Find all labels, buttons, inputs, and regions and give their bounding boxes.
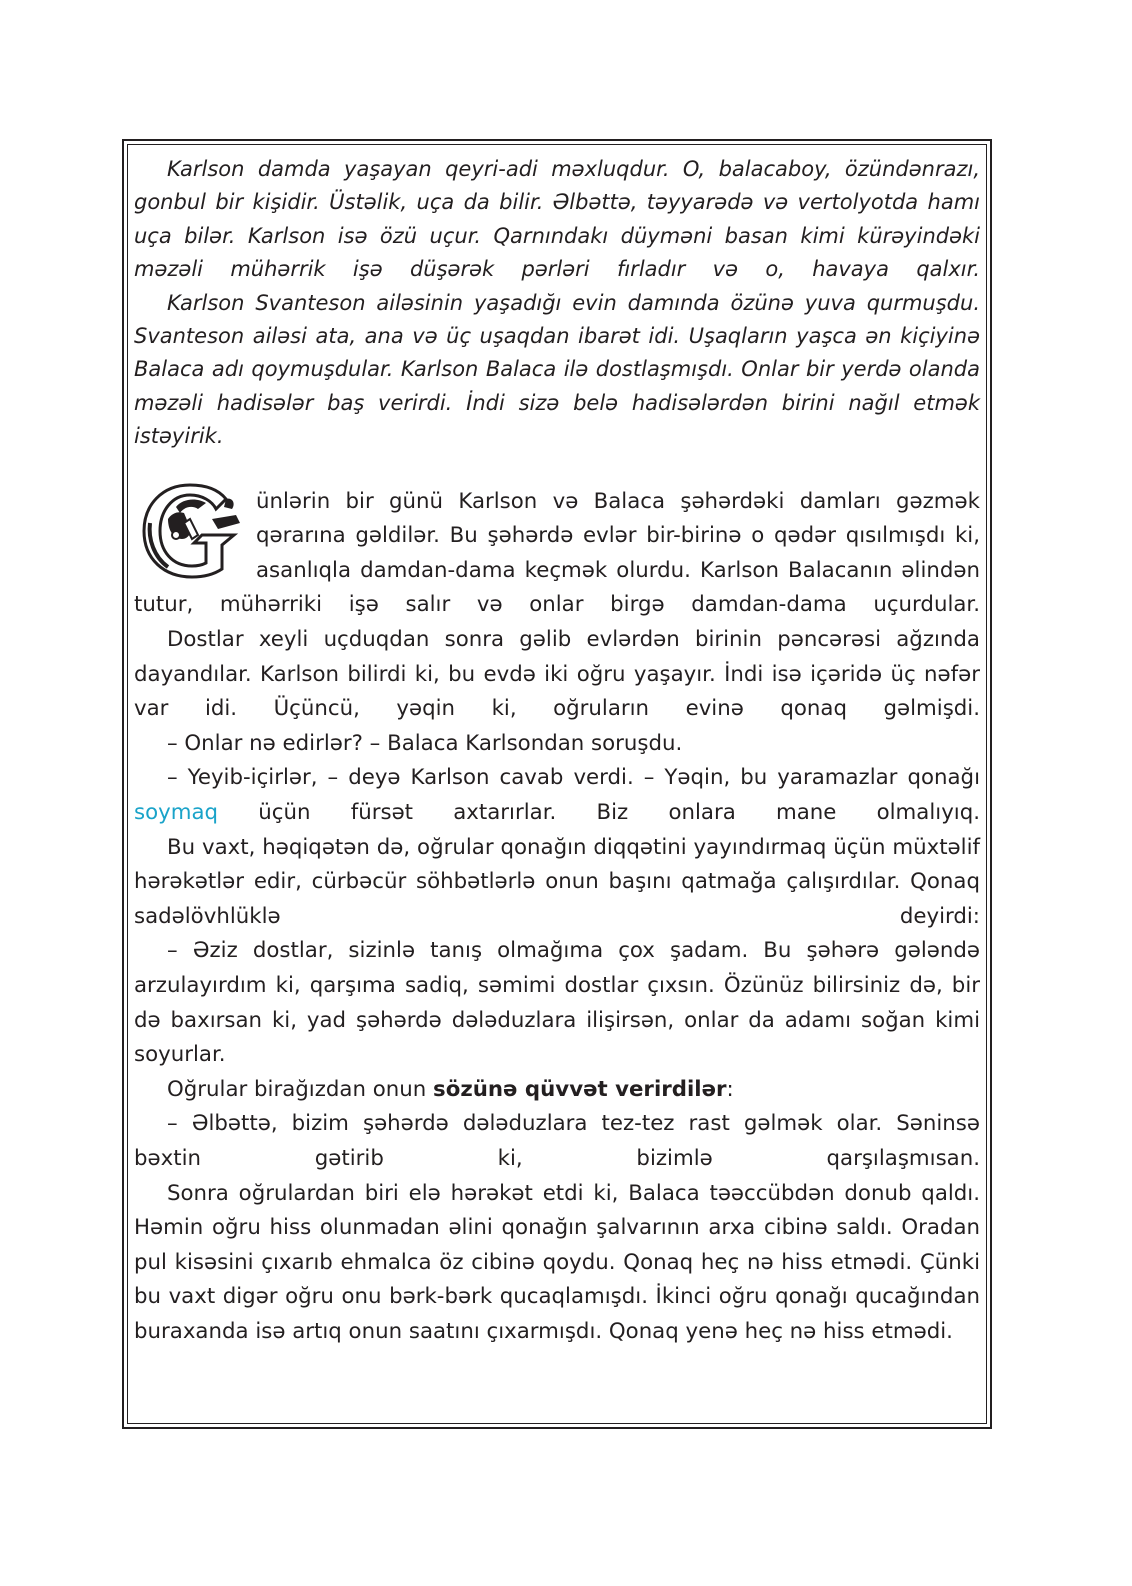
story-section <box>134 485 980 1350</box>
story-paragraph-7-text-a: Oğrular birağızdan onun <box>167 1076 434 1102</box>
story-paragraph-2: Dostlar xeyli uçduqdan sonra gəlib evlərdən birinin pəncərəsi ağzında dayandılar. Karlson bilirdi ki, bu evdə iki oğru yaşayır. İndi isə içəridə üç nəfər var idi. Üçüncü, yəqin ki, oğruların evinə qonaq gəlmişdi. <box>134 627 980 722</box>
story-paragraph-5: Bu vaxt, həqiqətən də, oğrular qonağın diqqətini yayındırmaq üçün müxtəlif hərəkətlər edir, cürbəcür söhbətlərlə onun başını qatmağa çalışırdılar. Qonaq sadəlövhlüklə deyirdi: <box>134 834 980 929</box>
highlighted-word: soymaq <box>134 800 219 825</box>
story-paragraph-4-text-b: üçün fürsət axtarırlar. Biz onlara mane olmalıyıq. <box>218 800 980 825</box>
story-paragraph-4-text-a: – Yeyib-içirlər, – deyə Karlson cavab verdi. – Yəqin, bu yaramazlar qonağı <box>167 765 980 791</box>
story-paragraph-3: – Onlar nə edirlər? – Balaca Karlsondan soruşdu. <box>167 730 683 756</box>
story-paragraph-4 <box>134 761 980 830</box>
dropcap-g-icon <box>132 479 250 581</box>
story-paragraph-1-text: ünlərin bir günü Karlson və Balaca şəhərdəki damları gəzmək qərarına gəldilər. Bu şəhərdə evlər bir-birinə o qədər qısılmışdı ki, asanlıqla damdan-dama keçmək olurdu. Karlson Balacanın əlindən tutur, mühərriki işə salır və onlar birgə damdan-dama uçurdular. <box>134 488 980 618</box>
story-paragraph-9: Sonra oğrulardan biri elə hərəkət etdi ki, Balaca təəccübdən donub qaldı. Həmin oğru hiss olunmadan əlini qonağın şalvarının arxa cibinə saldı. Oradan pul kisəsini çıxarıb ehmalca öz cibinə qoydu. Qonaq heç nə hiss etmədi. Çünki bu vaxt digər oğru onu bərk-bərk qucaqlamışdı. İkinci oğru qonağı qucağından buraxanda isə artıq onun saatını çıxarmışdı. Qonaq yenə heç nə hiss etmədi. <box>134 1180 980 1344</box>
bold-phrase: sözünə qüvvət verirdilər <box>433 1076 727 1102</box>
intro-section <box>134 153 980 454</box>
story-paragraph-7 <box>134 1073 980 1108</box>
story-paragraph-6: – Əziz dostlar, sizinlə tanış olmağıma çox şadam. Bu şəhərə gələndə arzulayırdım ki, qarşıma sadiq, səmimi dostlar çıxsın. Özünüz bilirsiniz də, bir də baxırsan ki, yad şəhərdə dələduzlara ilişirsən, onlar da adamı soğan kimi soyurlar. <box>134 938 980 1068</box>
story-paragraph-8: – Əlbəttə, bizim şəhərdə dələduzlara tez-tez rast gəlmək olar. Səninsə bəxtin gətirib ki, bizimlə qarşılaşmısan. <box>134 1111 980 1171</box>
intro-paragraph-1: Karlson damda yaşayan qeyri-adi məxluqdur. O, balacaboy, özündənrazı, gonbul bir kişidir. Üstəlik, uça da bilir. Əlbəttə, təyyarədə və vertolyotda hamı uça bilər. Karlson isə özü uçur. Qarnındakı düyməni basan kimi kürəyindəki məzəli mühərrik işə düşərək pərləri fırladır və o, havaya qalxır. <box>134 157 980 282</box>
story-paragraph-1 <box>134 485 980 623</box>
page-content <box>134 153 980 1350</box>
story-paragraph-7-text-b: : <box>726 1076 734 1102</box>
intro-paragraph-2: Karlson Svanteson ailəsinin yaşadığı evin damında özünə yuva qurmuşdu. Svanteson ailəsi ata, ana və üç uşaqdan ibarət idi. Uşaqların yaşca ən kiçiyinə Balaca adı qoymuşdular. Karlson Balaca ilə dostlaşmışdı. Onlar bir yerdə olanda məzəli hadisələr baş verirdi. İndi sizə belə hadisələrdən birini nağıl etmək istəyirik. <box>134 290 980 449</box>
